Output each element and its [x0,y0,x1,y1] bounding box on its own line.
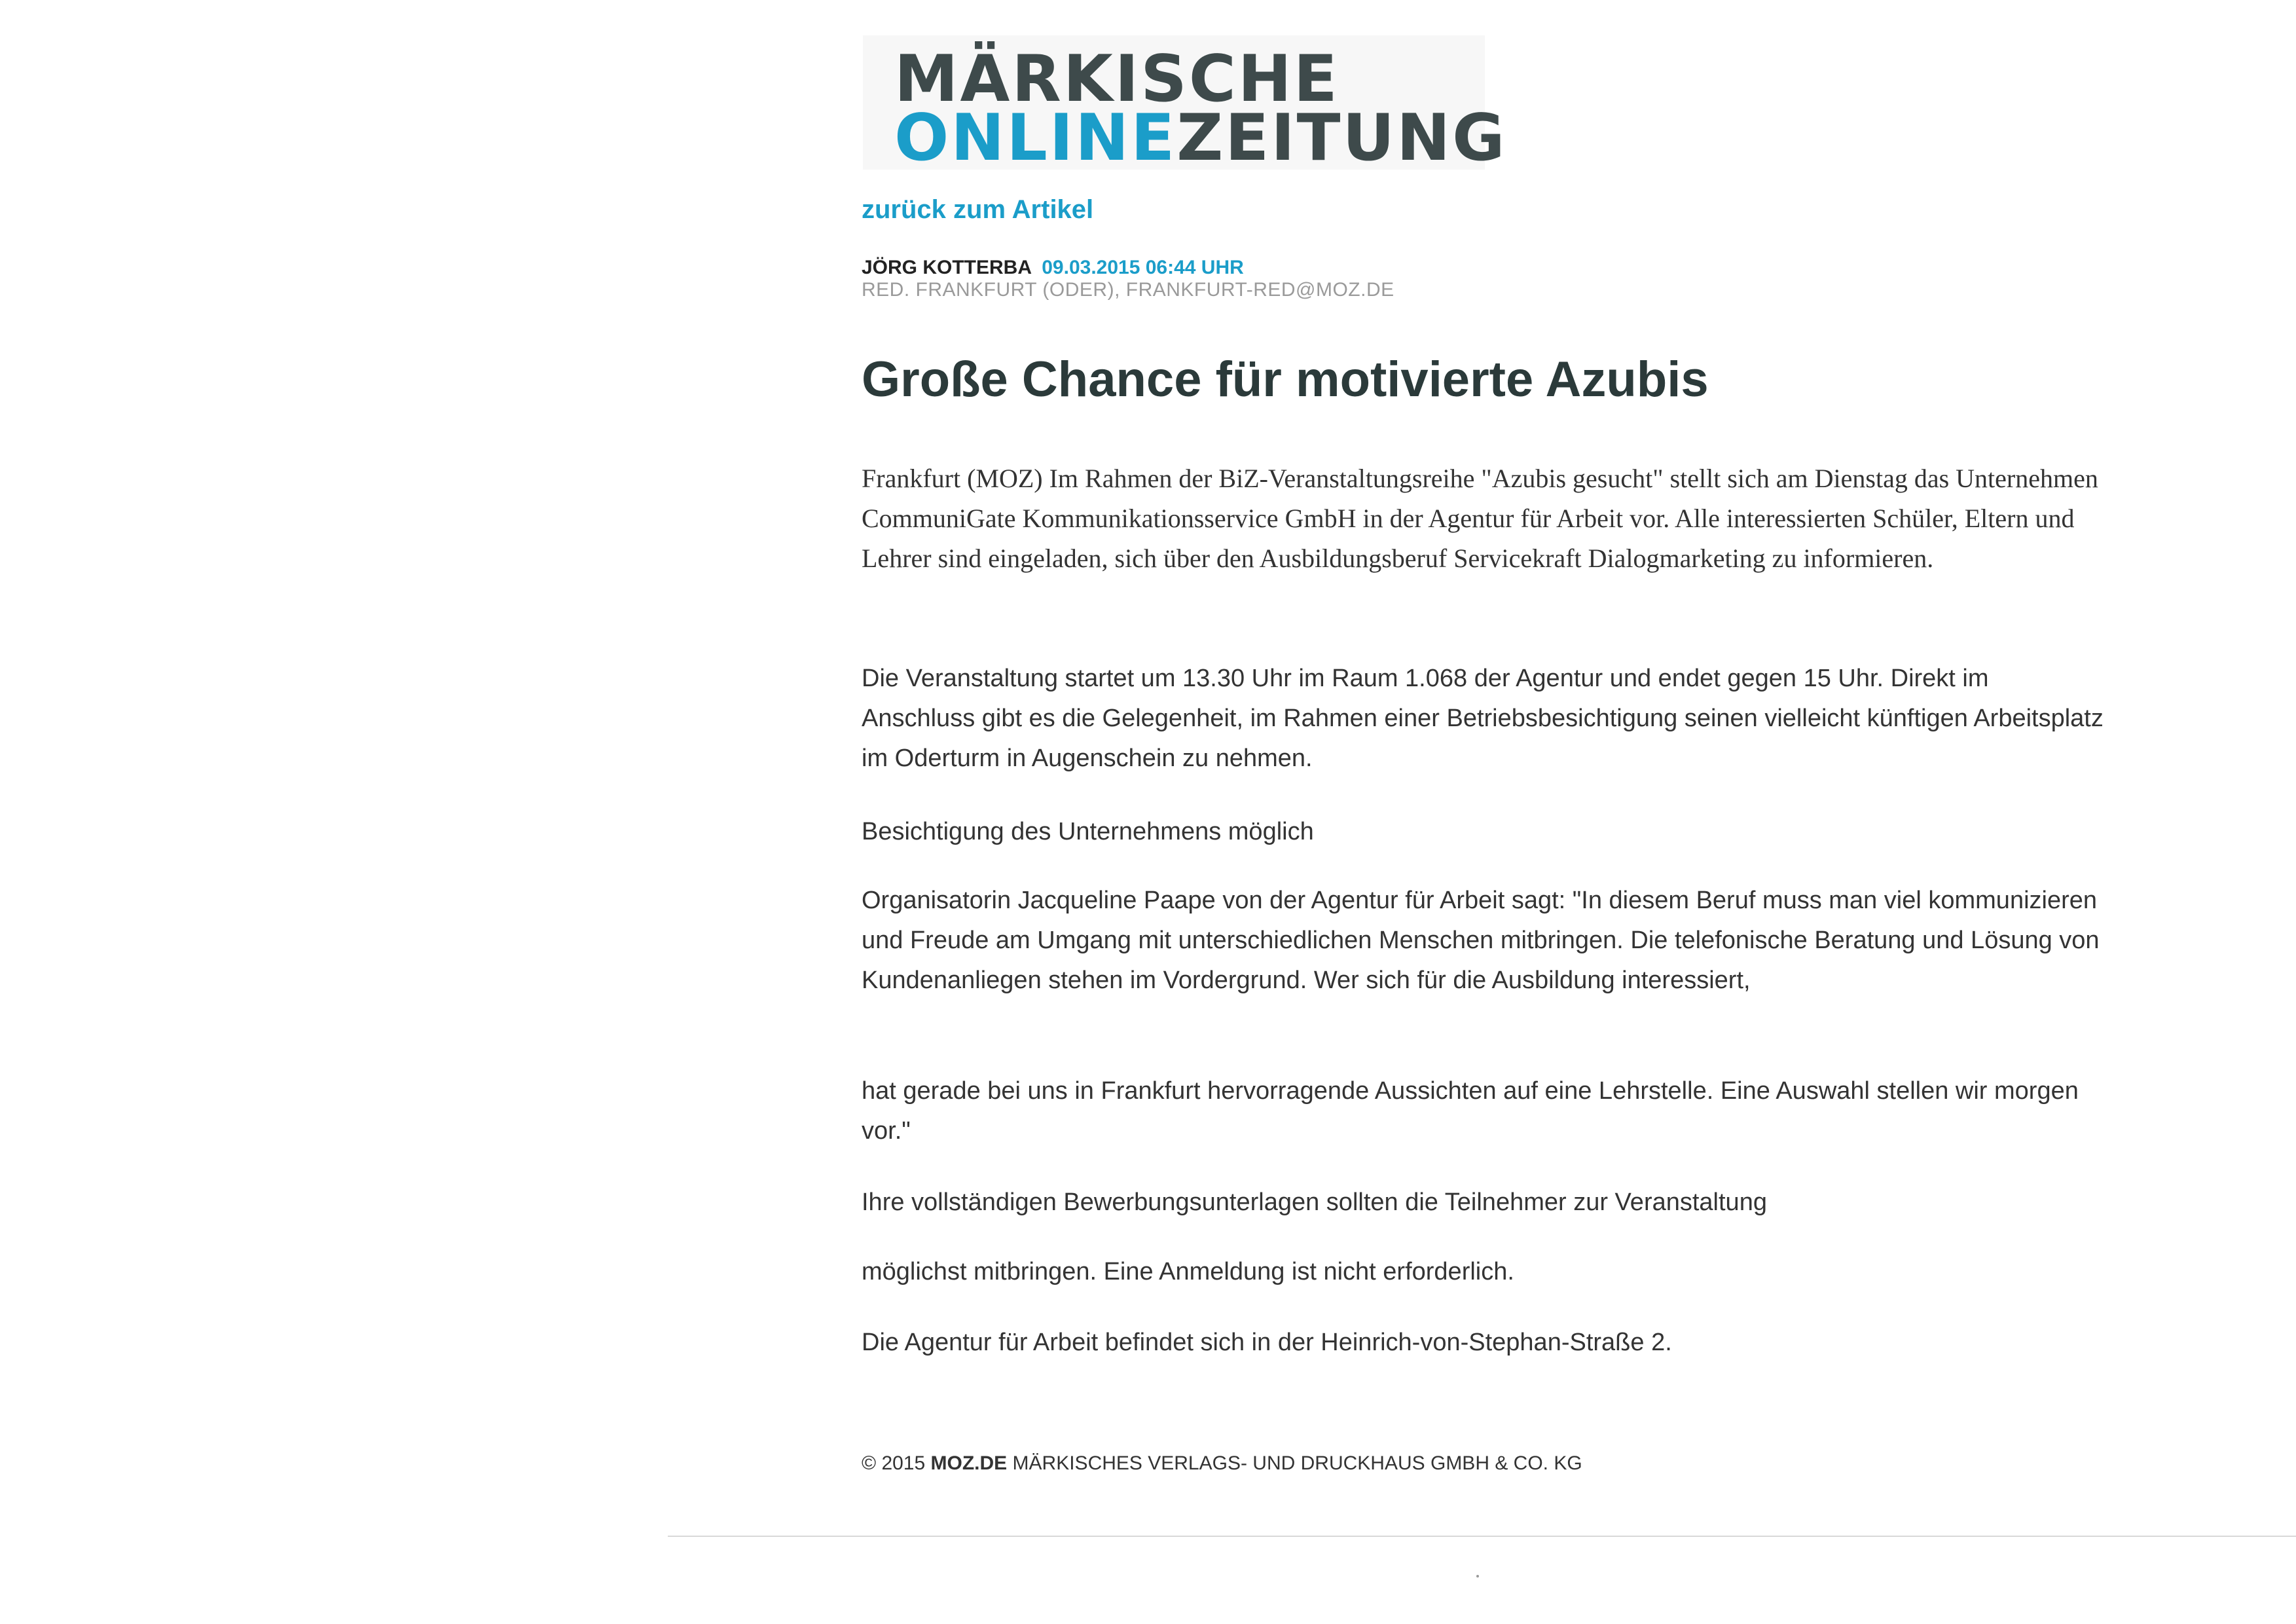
back-to-article-link[interactable]: zurück zum Artikel [862,195,1094,224]
article-lead-paragraph: Frankfurt (MOZ) Im Rahmen der BiZ-Veranstaltungsreihe "Azubis gesucht" stellt sich am Dienstag das Unternehmen CommuniGate Kommunikationsservice GmbH in der Agentur für Arbeit vor. Alle interessierten Schüler, Eltern und Lehrer sind eingeladen, sich über den Ausbildungsberuf Servicekraft Dialogmarketing zu informieren. [862,464,2098,573]
logo-wordmark-line1: MÄRKISCHE [894,42,1339,117]
author-name: JÖRG KOTTERBA [862,257,1031,278]
editorial-contact: RED. FRANKFURT (ODER), FRANKFURT-RED@MOZ.DE [862,279,1394,301]
article-subheading: Besichtigung des Unternehmens möglich [862,818,1314,845]
newspaper-logo[interactable] [863,35,1507,175]
article-paragraph-1: Die Veranstaltung startet um 13.30 Uhr im Raum 1.068 der Agentur und endet gegen 15 Uhr. Direkt im Anschluss gibt es die Gelegenheit, im Rahmen einer Betriebsbesichtigung seinen vielleicht künftigen Arbeitsplatz im Oderturm in Augenschein zu nehmen. [862,665,2104,772]
page-divider [668,1536,2296,1537]
article-paragraph-4: Ihre vollständigen Bewerbungsunterlagen sollten die Teilnehmer zur Veranstaltung [862,1189,1767,1216]
article-headline: Große Chance für motivierte Azubis [862,352,1709,407]
publish-date: 09.03.2015 06:44 UHR [1042,257,1244,278]
footer-publisher: MÄRKISCHES VERLAGS- UND DRUCKHAUS GMBH & CO. KG [1012,1452,1582,1474]
logo-online-word: ONLINE [894,101,1177,175]
logo-zeitung-word: ZEITUNG [1176,101,1507,175]
article-paragraph-3: hat gerade bei uns in Frankfurt hervorragende Aussichten auf eine Lehrstelle. Eine Auswahl stellen wir morgen vor." [862,1077,2079,1145]
article-paragraph-5: möglichst mitbringen. Eine Anmeldung ist nicht erforderlich. [862,1258,1514,1285]
footer-brand: MOZ.DE [930,1452,1008,1474]
copyright-year: © 2015 [862,1452,926,1474]
article-paragraph-6: Die Agentur für Arbeit befindet sich in der Heinrich-von-Stephan-Straße 2. [862,1329,1672,1356]
article-byline [862,257,1244,279]
scan-speck [1476,1575,1479,1578]
article-paragraph-2: Organisatorin Jacqueline Paape von der Agentur für Arbeit sagt: "In diesem Beruf muss man viel kommunizieren und Freude am Umgang mit unterschiedlichen Menschen mitbringen. Die telefonische Beratung und Lösung von Kundenanliegen stehen im Vordergrund. Wer sich für die Ausbildung interessiert, [862,887,2100,994]
logo-wordmark-line2 [894,101,1507,175]
copyright-footer [862,1452,1582,1475]
